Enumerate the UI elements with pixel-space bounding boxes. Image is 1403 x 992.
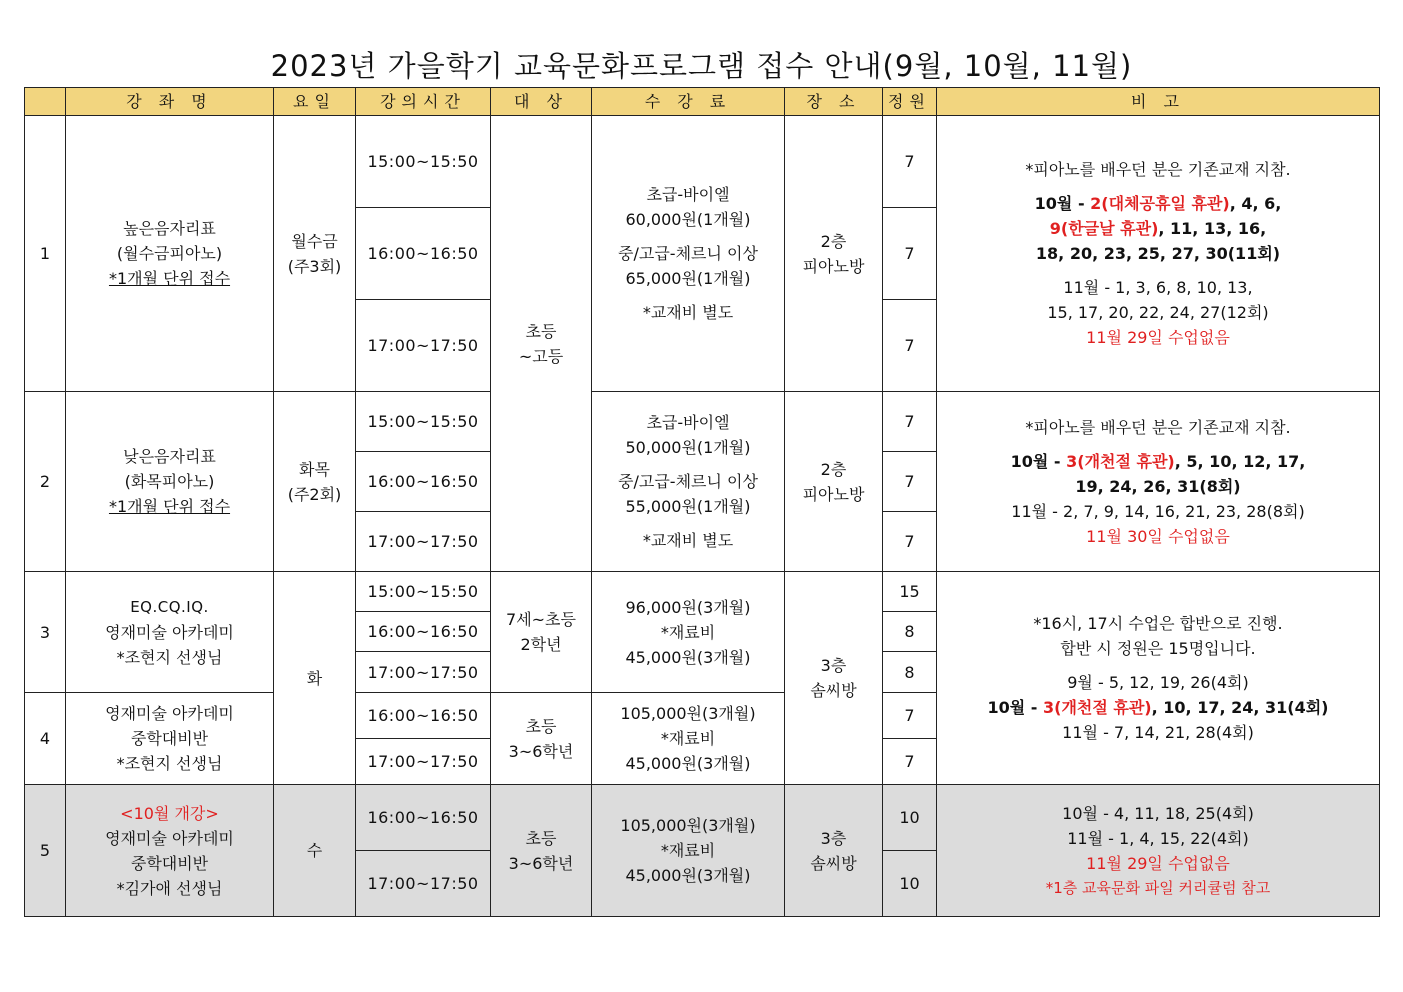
header-place: 장 소: [785, 88, 883, 116]
time-slot: 17:00~17:50: [356, 512, 491, 572]
capacity: 7: [883, 116, 937, 208]
capacity: 15: [883, 572, 937, 612]
fee-remark: *재료비: [660, 841, 716, 860]
capacity: 8: [883, 652, 937, 693]
note-reference: *1층 교육문화 파일 커리큘럼 참고: [1045, 878, 1271, 897]
note-line: 9월 - 5, 12, 19, 26(4회): [1067, 673, 1249, 692]
program-schedule-table: [24, 87, 1380, 917]
fee-amount: 105,000원(3개월): [620, 704, 756, 723]
day-label: 화목: [299, 459, 330, 479]
course-teacher: *김가애 선생님: [116, 878, 223, 898]
time-slot: 17:00~17:50: [356, 652, 491, 693]
target-range: 2학년: [520, 635, 562, 654]
note-no-class: 11월 29일 수업없음: [1086, 853, 1230, 873]
note-line: 11월 - 2, 7, 9, 14, 16, 21, 23, 28(8회): [1011, 501, 1305, 521]
notes-cell: [937, 392, 1380, 572]
header-no: [25, 88, 66, 116]
note-line: 합반 시 정원은 15명입니다.: [1060, 639, 1256, 658]
time-slot: 15:00~15:50: [356, 572, 491, 612]
note-holiday: 9(한글날 휴관): [1049, 219, 1159, 238]
target-range: 3~6학년: [508, 853, 574, 873]
header-fee: 수 강 료: [592, 88, 785, 116]
header-row: [25, 88, 1380, 116]
note-text: 10월 -: [1034, 194, 1091, 213]
table-row: [25, 116, 1380, 208]
note-text: , 4, 6,: [1229, 194, 1282, 213]
course-subtitle: 중학대비반: [130, 729, 209, 748]
note-line: [939, 216, 1377, 241]
course-subtitle: (월수금피아노): [116, 244, 223, 263]
table-row: [25, 785, 1380, 851]
course-subtitle: 중학대비반: [130, 853, 209, 873]
note-line: 11월 - 7, 14, 21, 28(4회): [1062, 723, 1254, 742]
note-holiday: 3(개천절 휴관): [1043, 698, 1152, 717]
capacity: 7: [883, 739, 937, 785]
place-room: 솜씨방: [810, 853, 857, 873]
note-line: [939, 191, 1377, 216]
capacity: 10: [883, 785, 937, 851]
note-line: 19, 24, 26, 31(8회): [1075, 476, 1241, 496]
row-number: 4: [25, 693, 66, 785]
place-cell: [785, 785, 883, 917]
day-cell: [274, 116, 356, 392]
course-remark: *1개월 단위 접수: [108, 269, 231, 288]
target-range: ~고등: [518, 346, 564, 366]
place-room: 피아노방: [802, 256, 865, 276]
fee-amount: 65,000원(1개월): [625, 269, 751, 288]
row-number: 2: [25, 392, 66, 572]
fee-cell: [592, 785, 785, 917]
target-label: 초등: [525, 716, 557, 736]
capacity: 7: [883, 208, 937, 300]
time-slot: 17:00~17:50: [356, 739, 491, 785]
place-cell: [785, 392, 883, 572]
note-holiday: 2(대체공휴일 휴관): [1090, 194, 1230, 213]
course-subtitle: (화목피아노): [124, 472, 215, 491]
note-line: 11월 - 1, 3, 6, 8, 10, 13,: [1063, 278, 1253, 297]
course-name: 영재미술 아카데미: [105, 704, 234, 723]
fee-amount: 45,000원(3개월): [625, 647, 751, 667]
course-teacher: *조현지 선생님: [116, 754, 223, 773]
header-capacity: 정원: [883, 88, 937, 116]
course-name-cell: [66, 116, 274, 392]
capacity: 10: [883, 851, 937, 917]
notes-cell: [937, 785, 1380, 917]
fee-level: 중/고급-체르니 이상: [618, 472, 758, 491]
target-label: 초등: [525, 321, 557, 341]
note-line: 15, 17, 20, 22, 24, 27(12회): [1047, 303, 1269, 322]
place-floor: 3층: [820, 828, 847, 848]
course-name-cell: [66, 693, 274, 785]
place-room: 피아노방: [802, 484, 865, 504]
note-line: 10월 - 4, 11, 18, 25(4회): [1062, 803, 1254, 823]
time-slot: 17:00~17:50: [356, 300, 491, 392]
target-label: 초등: [525, 828, 557, 848]
header-target: 대 상: [491, 88, 592, 116]
fee-amount: 96,000원(3개월): [625, 597, 751, 617]
row-number: 5: [25, 785, 66, 917]
notes-cell: [937, 572, 1380, 785]
fee-amount: 45,000원(3개월): [625, 754, 751, 773]
fee-cell: [592, 693, 785, 785]
time-slot: 16:00~16:50: [356, 452, 491, 512]
fee-amount: 55,000원(1개월): [625, 497, 751, 516]
target-cell: [491, 572, 592, 693]
target-cell: [491, 693, 592, 785]
fee-cell: [592, 392, 785, 572]
fee-cell: [592, 116, 785, 392]
note-text: , 10, 17, 24, 31(4회): [1151, 698, 1329, 717]
note-line: *피아노를 배우던 분은 기존교재 지참.: [1025, 417, 1291, 437]
course-code: EQ.CQ.IQ.: [130, 597, 209, 616]
note-line: 11월 - 1, 4, 15, 22(4회): [1067, 828, 1249, 848]
table-row: [25, 392, 1380, 452]
note-line: 18, 20, 23, 25, 27, 30(11회): [1035, 244, 1281, 263]
note-text: , 5, 10, 12, 17,: [1174, 451, 1306, 471]
note-line: [939, 449, 1377, 474]
day-frequency: (주2회): [287, 484, 342, 504]
table-row: [25, 572, 1380, 612]
place-floor: 2층: [820, 459, 847, 479]
fee-remark: *재료비: [660, 729, 716, 748]
notes-cell: [937, 116, 1380, 392]
capacity: 7: [883, 512, 937, 572]
capacity: 7: [883, 392, 937, 452]
day-cell: 화: [274, 572, 356, 785]
note-no-class: 11월 30일 수업없음: [1086, 526, 1230, 546]
page-title: 2023년 가을학기 교육문화프로그램 접수 안내(9월, 10월, 11월): [270, 49, 1133, 83]
capacity: 8: [883, 612, 937, 652]
target-cell: [491, 116, 592, 572]
capacity: 7: [883, 300, 937, 392]
note-line: *피아노를 배우던 분은 기존교재 지참.: [1025, 160, 1291, 179]
target-cell: [491, 785, 592, 917]
day-cell: 수: [274, 785, 356, 917]
header-course-name: 강 좌 명: [66, 88, 274, 116]
note-line: *16시, 17시 수업은 합반으로 진행.: [1033, 614, 1283, 633]
course-name-cell: [66, 785, 274, 917]
time-slot: 15:00~15:50: [356, 392, 491, 452]
day-cell: [274, 392, 356, 572]
course-name: 영재미술 아카데미: [105, 828, 234, 848]
course-remark: *1개월 단위 접수: [108, 497, 231, 516]
time-slot: 16:00~16:50: [356, 208, 491, 300]
header-day: 요일: [274, 88, 356, 116]
fee-amount: 105,000원(3개월): [620, 816, 756, 835]
fee-cell: [592, 572, 785, 693]
row-number: 1: [25, 116, 66, 392]
place-floor: 3층: [820, 656, 847, 675]
header-time: 강의시간: [356, 88, 491, 116]
place-floor: 2층: [820, 231, 847, 251]
fee-amount: 50,000원(1개월): [625, 438, 751, 457]
capacity: 7: [883, 693, 937, 739]
time-slot: 16:00~16:50: [356, 785, 491, 851]
time-slot: 16:00~16:50: [356, 693, 491, 739]
target-range: 3~6학년: [508, 741, 574, 761]
day-label: 월수금: [291, 231, 338, 251]
note-no-class: 11월 29일 수업없음: [1086, 328, 1230, 347]
target-label: 7세~초등: [506, 610, 576, 629]
fee-amount: 45,000원(3개월): [625, 866, 751, 885]
time-slot: 16:00~16:50: [356, 612, 491, 652]
fee-level: 중/고급-체르니 이상: [618, 244, 758, 263]
header-notes: 비 고: [937, 88, 1380, 116]
time-slot: 17:00~17:50: [356, 851, 491, 917]
note-text: 10월 -: [1010, 451, 1067, 471]
place-room: 솜씨방: [810, 681, 857, 700]
row-number: 3: [25, 572, 66, 693]
fee-level: 초급-바이엘: [646, 413, 730, 432]
course-name: 높은음자리표: [123, 219, 216, 238]
fee-remark: *교재비 별도: [642, 303, 734, 322]
fee-remark: *재료비: [660, 622, 716, 642]
course-name-cell: [66, 572, 274, 693]
place-cell: [785, 572, 883, 785]
note-text: 10월 -: [987, 698, 1044, 717]
time-slot: 15:00~15:50: [356, 116, 491, 208]
capacity: 7: [883, 452, 937, 512]
note-text: , 11, 13, 16,: [1158, 219, 1267, 238]
fee-amount: 60,000원(1개월): [625, 210, 751, 229]
course-teacher: *조현지 선생님: [116, 647, 223, 667]
course-name: 영재미술 아카데미: [105, 622, 234, 642]
day-frequency: (주3회): [287, 256, 342, 276]
fee-remark: *교재비 별도: [642, 531, 734, 550]
fee-level: 초급-바이엘: [646, 185, 730, 204]
note-line: [939, 695, 1377, 720]
course-opening-badge: <10월 개강>: [120, 803, 219, 823]
course-name: 낮은음자리표: [123, 447, 216, 466]
note-holiday: 3(개천절 휴관): [1066, 451, 1175, 471]
course-name-cell: [66, 392, 274, 572]
place-cell: [785, 116, 883, 392]
